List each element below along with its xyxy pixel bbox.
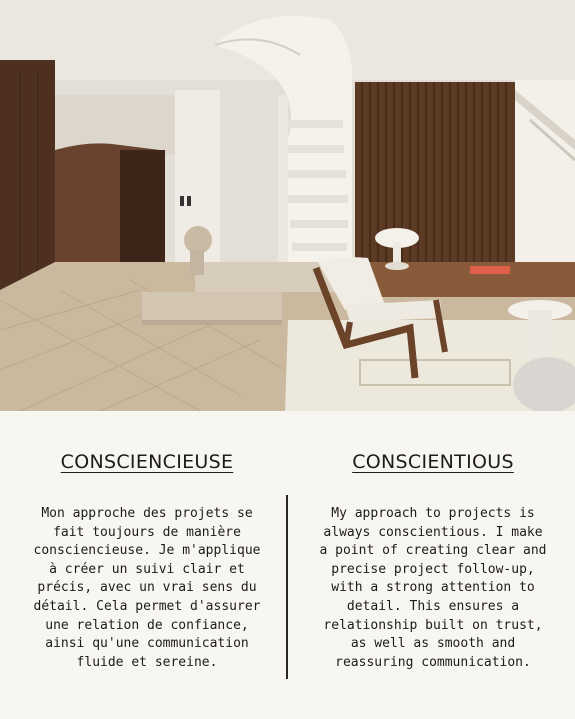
french-title: CONSCIENCIEUSE [60,451,234,473]
french-column [22,451,272,672]
english-column [308,451,558,672]
text-section [0,411,575,719]
english-title: CONSCIENTIOUS [352,451,514,473]
column-divider [286,495,288,679]
english-body: My approach to projects is always conscientious. I make a point of creating clear and precise project follow-up, with a strong attention to detail. This ensures a relationship built on trust, as well as smooth and reassuring communication. [319,506,547,670]
french-body: Mon approche des projets se fait toujours de manière consciencieuse. Je m'applique à créer un suivi clair et précis, avec un vrai sens du détail. Cela permet d'assurer une relation de confiance, ainsi qu'une communication fluide et sereine. [33,506,261,670]
